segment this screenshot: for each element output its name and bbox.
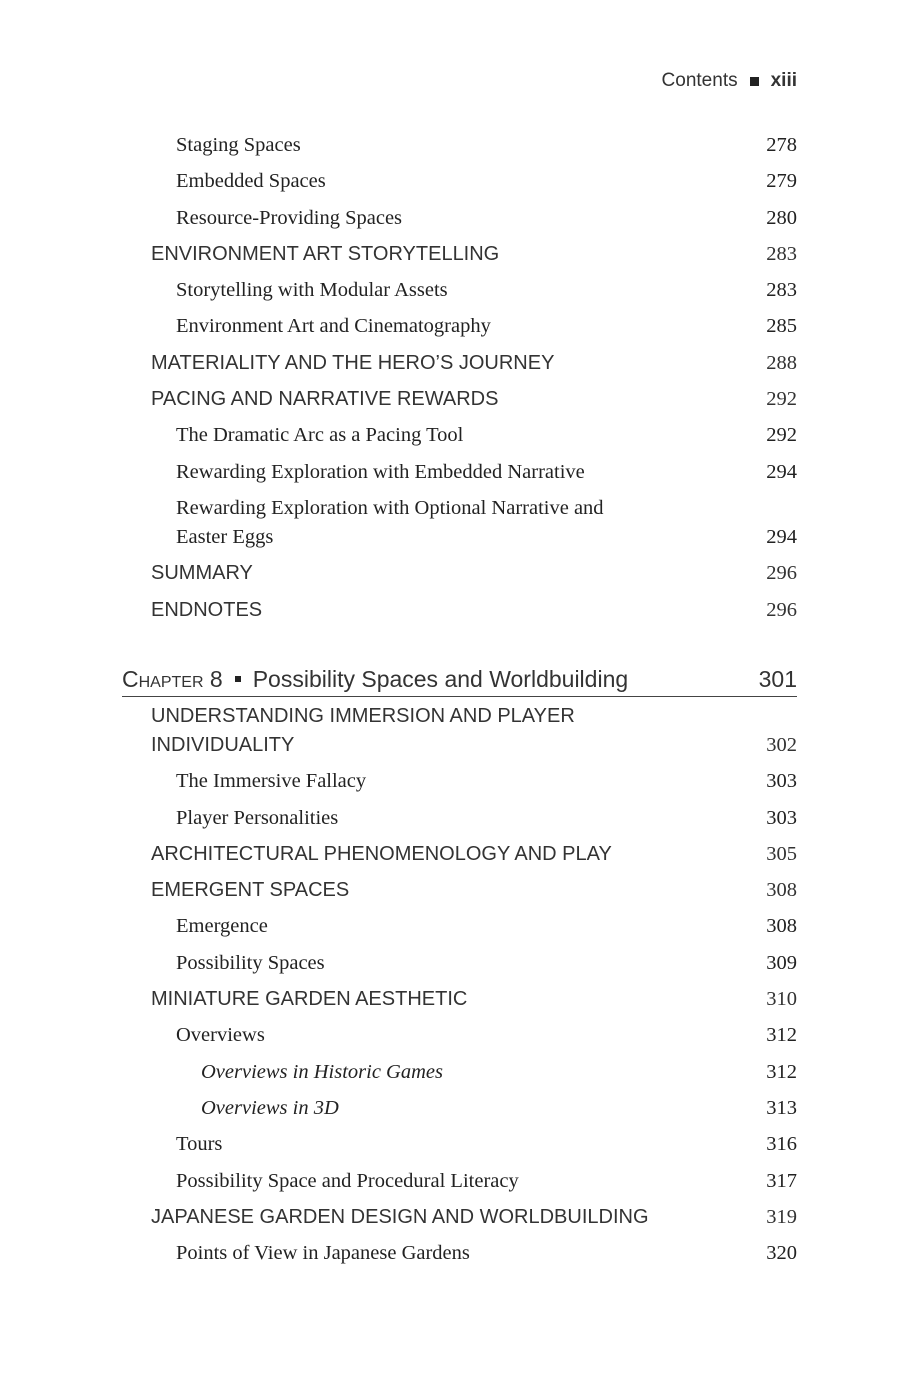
toc-entry-page-number: 288 — [766, 351, 797, 374]
toc-entry-title — [176, 204, 737, 233]
toc-entry-page-number: 283 — [766, 279, 797, 302]
toc-entry-title — [151, 876, 737, 905]
toc-entry-title — [151, 349, 737, 378]
toc-entry — [122, 840, 797, 869]
toc-entry — [122, 1058, 797, 1087]
toc-entry-title-text: The Immersive Fallacy — [176, 770, 367, 793]
toc-entry-page-number: 316 — [766, 1133, 797, 1156]
toc-list-top — [122, 131, 797, 632]
toc-entry-title-text: Storytelling with Modular Assets — [176, 279, 448, 302]
toc-entry-title — [151, 702, 737, 760]
toc-entry — [122, 385, 797, 414]
toc-entry-page-number: 303 — [766, 806, 797, 829]
toc-entry-page-number: 312 — [766, 1060, 797, 1083]
toc-entry-title-text: SUMMARY — [151, 562, 253, 585]
chapter-heading-block — [122, 664, 797, 697]
toc-entry — [122, 702, 797, 760]
toc-entry-title-text: Emergence — [176, 915, 268, 938]
toc-entry-page-number: 308 — [766, 879, 797, 902]
toc-entry-title-text: PACING AND NARRATIVE REWARDS — [151, 388, 499, 411]
toc-entry — [122, 240, 797, 269]
toc-entry — [122, 949, 797, 978]
chapter-title: Possibility Spaces and Worldbuilding — [252, 666, 629, 692]
toc-entry — [122, 596, 797, 625]
toc-entry-page-number: 319 — [766, 1205, 797, 1228]
toc-entry-title-text: Points of View in Japanese Gardens — [176, 1242, 470, 1265]
toc-entry-title-text: Embedded Spaces — [176, 170, 326, 193]
toc-entry-title-text: ENVIRONMENT ART STORYTELLING — [151, 242, 500, 265]
toc-entry-title-text: Overviews — [176, 1024, 265, 1047]
toc-entry-title-text: JAPANESE GARDEN DESIGN AND WORLDBUILDING — [151, 1205, 649, 1228]
toc-entry-page-number: 283 — [766, 242, 797, 265]
toc-entry — [122, 559, 797, 588]
toc-entry — [122, 349, 797, 378]
toc-entry-page-number: 303 — [766, 770, 797, 793]
toc-entry — [122, 1021, 797, 1050]
toc-entry-title-text: Player Personalities — [176, 806, 339, 829]
toc-entry-title-text: Tours — [176, 1133, 223, 1156]
toc-entry — [122, 421, 797, 450]
toc-entry — [122, 804, 797, 833]
running-head-section: Contents — [661, 70, 738, 91]
toc-entry-title-text: Possibility Spaces — [176, 951, 325, 974]
toc-entry-title-text: Rewarding Exploration with Embedded Narrative — [176, 460, 585, 483]
toc-entry-title-text: The Dramatic Arc as a Pacing Tool — [176, 424, 464, 447]
toc-entry-title — [176, 912, 737, 941]
toc-entry-title — [201, 1058, 737, 1087]
page-folio: xiii — [770, 70, 797, 91]
toc-entry-title — [151, 559, 737, 588]
toc-entry-title — [176, 1167, 737, 1196]
toc-entry — [122, 1167, 797, 1196]
toc-entry-title-text: Rewarding Exploration with Optional Narrative and — [176, 496, 604, 519]
toc-entry-title — [151, 840, 737, 869]
toc-entry-title-text: MINIATURE GARDEN AESTHETIC — [151, 988, 468, 1011]
running-head — [662, 70, 797, 92]
toc-entry — [122, 985, 797, 1014]
toc-entry-title — [176, 1021, 737, 1050]
toc-entry — [122, 276, 797, 305]
toc-entry — [122, 312, 797, 341]
toc-list-bottom — [122, 702, 797, 1275]
toc-entry-title — [176, 131, 737, 160]
toc-entry-title-text: UNDERSTANDING IMMERSION AND PLAYER — [151, 705, 575, 727]
toc-entry — [122, 494, 797, 552]
chapter-heading — [122, 664, 797, 697]
toc-entry-page-number: 296 — [766, 598, 797, 621]
toc-entry-title-text: Overviews in Historic Games — [201, 1060, 443, 1083]
toc-entry-page-number: 305 — [766, 842, 797, 865]
square-bullet-icon — [750, 77, 759, 86]
toc-entry — [122, 912, 797, 941]
toc-entry-title-text: Staging Spaces — [176, 134, 301, 156]
toc-entry-title — [151, 985, 737, 1014]
toc-entry-page-number: 296 — [766, 562, 797, 585]
square-bullet-icon — [235, 676, 241, 682]
toc-entry-page-number: 294 — [766, 525, 797, 548]
toc-entry-title-text: MATERIALITY AND THE HERO’S JOURNEY — [151, 351, 555, 374]
toc-entry-page-number: 320 — [766, 1242, 797, 1265]
toc-entry-title — [151, 1203, 737, 1232]
chapter-title-line — [122, 664, 737, 694]
toc-entry-title-text: EMERGENT SPACES — [151, 879, 350, 902]
toc-entry — [122, 131, 797, 160]
toc-entry-title — [201, 1094, 737, 1123]
toc-entry-title — [176, 458, 737, 487]
toc-entry — [122, 458, 797, 487]
toc-entry-title-continuation: INDIVIDUALITY — [151, 734, 295, 756]
toc-entry-page-number: 317 — [766, 1169, 797, 1192]
toc-entry — [122, 876, 797, 905]
toc-entry-title — [176, 276, 737, 305]
toc-entry-page-number: 285 — [766, 315, 797, 338]
toc-entry-page-number: 279 — [766, 170, 797, 193]
toc-entry-title-text: Possibility Space and Procedural Literacy — [176, 1169, 519, 1192]
toc-entry — [122, 1130, 797, 1159]
toc-entry-title — [176, 767, 737, 796]
toc-entry-title — [176, 312, 737, 341]
toc-entry-page-number: 280 — [766, 206, 797, 229]
toc-entry-title-text: Overviews in 3D — [201, 1096, 339, 1119]
toc-entry-title — [151, 240, 737, 269]
toc-entry — [122, 1094, 797, 1123]
toc-entry-title — [176, 804, 737, 833]
toc-entry — [122, 1203, 797, 1232]
toc-entry-page-number: 292 — [766, 388, 797, 411]
toc-entry-title — [176, 421, 737, 450]
toc-entry — [122, 1239, 797, 1268]
chapter-label: Chapter 8 — [122, 666, 223, 692]
toc-entry-page-number: 278 — [766, 134, 797, 156]
toc-entry — [122, 204, 797, 233]
toc-entry-title-text: Resource-Providing Spaces — [176, 206, 403, 229]
toc-entry-page-number: 309 — [766, 951, 797, 974]
toc-entry-title — [176, 167, 737, 196]
toc-entry-page-number: 292 — [766, 424, 797, 447]
toc-entry-page-number: 313 — [766, 1096, 797, 1119]
toc-entry-page-number: 308 — [766, 915, 797, 938]
toc-entry-title — [176, 949, 737, 978]
toc-entry-title — [176, 494, 737, 552]
toc-entry-title-text: ENDNOTES — [151, 598, 263, 621]
toc-entry — [122, 767, 797, 796]
chapter-page-number: 301 — [758, 666, 797, 692]
toc-entry-title-continuation: Easter Eggs — [176, 525, 274, 548]
toc-entry — [122, 167, 797, 196]
toc-entry-page-number: 310 — [766, 988, 797, 1011]
toc-entry-page-number: 302 — [766, 734, 797, 756]
toc-entry-title — [151, 385, 737, 414]
toc-entry-title — [151, 596, 737, 625]
toc-entry-title-text: ARCHITECTURAL PHENOMENOLOGY AND PLAY — [151, 842, 612, 865]
toc-entry-title — [176, 1130, 737, 1159]
toc-entry-page-number: 312 — [766, 1024, 797, 1047]
toc-entry-title-text: Environment Art and Cinematography — [176, 315, 491, 338]
toc-entry-page-number: 294 — [766, 460, 797, 483]
toc-entry-title — [176, 1239, 737, 1268]
